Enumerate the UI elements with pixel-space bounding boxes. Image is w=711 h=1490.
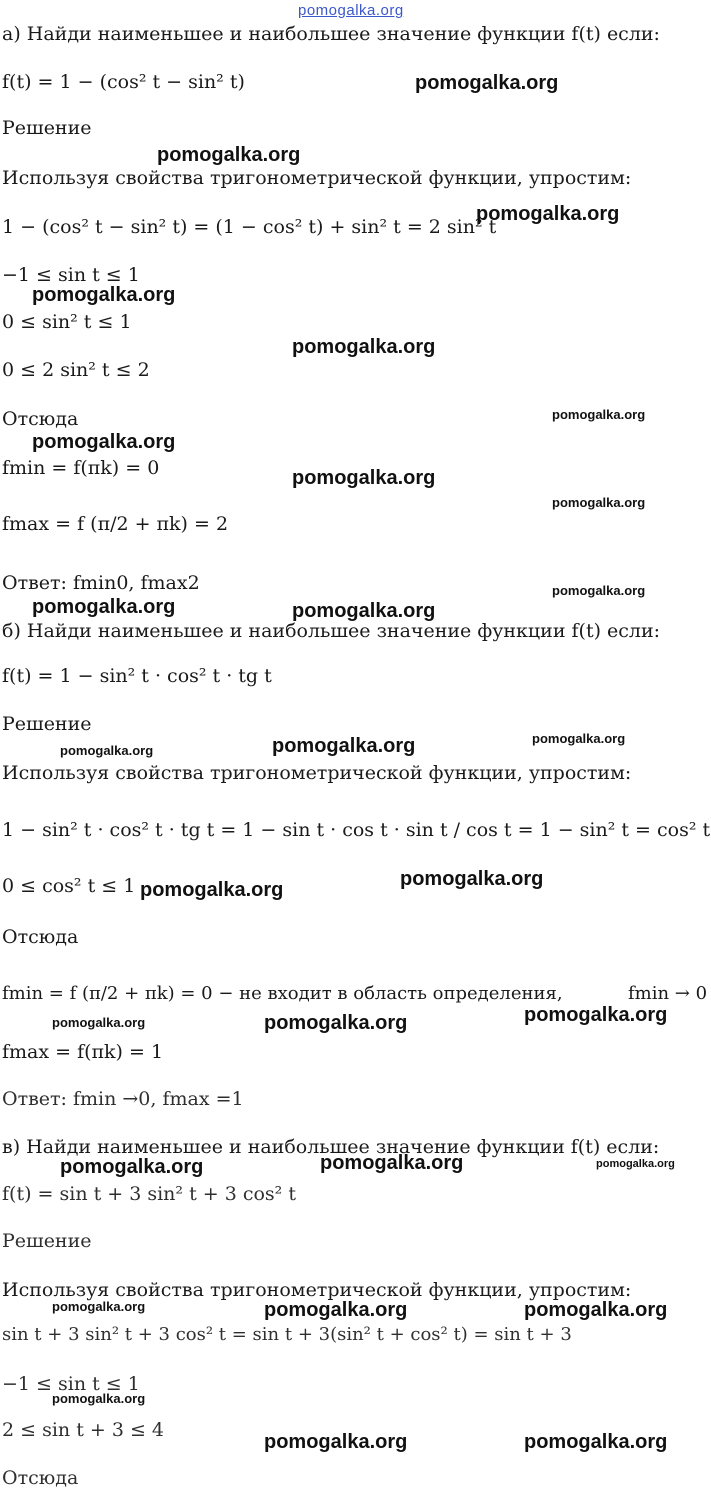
watermark: pomogalka.org — [32, 431, 176, 453]
watermark: pomogalka.org — [400, 868, 544, 890]
watermark: pomogalka.org — [264, 1012, 408, 1034]
watermark: pomogalka.org — [264, 1431, 408, 1453]
task-a-function: f(t) = 1 − (cos² t − sin² t) — [2, 71, 245, 93]
task-b-fmin: fmin = f (π/2 + πk) = 0 − не входит в область определения, — [2, 983, 563, 1004]
task-b-intro: Используя свойства тригонометрической функции, упростим: — [2, 762, 632, 784]
watermark: pomogalka.org — [552, 583, 646, 598]
task-c-heading: в) Найди наименьшее и наибольшее значение функции f(t) если: — [2, 1136, 660, 1158]
task-b-solution-label: Решение — [2, 713, 92, 735]
task-a-solution-label: Решение — [2, 117, 92, 139]
watermark: pomogalka.org — [532, 731, 626, 746]
watermark: pomogalka.org — [320, 1152, 464, 1174]
watermark: pomogalka.org — [272, 735, 416, 757]
task-a-fmax: fmax = f (π/2 + πk) = 2 — [2, 513, 229, 535]
watermark: pomogalka.org — [52, 1391, 146, 1406]
watermark-top: pomogalka.org — [298, 2, 404, 19]
task-c-simplify: sin t + 3 sin² t + 3 cos² t = sin t + 3(sin² t + cos² t) = sin t + 3 — [2, 1324, 572, 1345]
task-a-answer: Ответ: fmin0, fmax2 — [2, 572, 200, 594]
task-b-function: f(t) = 1 − sin² t · cos² t · tg t — [2, 665, 272, 687]
task-a-intro: Используя свойства тригонометрической функции, упростим: — [2, 167, 632, 189]
watermark: pomogalka.org — [264, 1299, 408, 1321]
task-b-fmax: fmax = f(πk) = 1 — [2, 1041, 164, 1063]
task-a-hence: Отсюда — [2, 408, 79, 430]
task-a-ineq-1: −1 ≤ sin t ≤ 1 — [2, 264, 140, 286]
watermark: pomogalka.org — [32, 596, 176, 618]
task-c-intro: Используя свойства тригонометрической функции, упростим: — [2, 1279, 632, 1301]
watermark: pomogalka.org — [140, 879, 284, 901]
watermark: pomogalka.org — [524, 1299, 668, 1321]
task-c-hence: Отсюда — [2, 1467, 79, 1489]
task-a-ineq-2: 0 ≤ sin² t ≤ 1 — [2, 311, 132, 333]
task-b-hence: Отсюда — [2, 926, 79, 948]
watermark: pomogalka.org — [32, 284, 176, 306]
task-b-fmin-limit: fmin → 0 — [628, 983, 708, 1004]
watermark: pomogalka.org — [524, 1004, 668, 1026]
task-b-answer: Ответ: fmin →0, fmax =1 — [2, 1088, 244, 1110]
watermark: pomogalka.org — [292, 600, 436, 622]
watermark: pomogalka.org — [292, 336, 436, 358]
task-a-simplify: 1 − (cos² t − sin² t) = (1 − cos² t) + sin² t = 2 sin² t — [2, 216, 497, 238]
watermark: pomogalka.org — [415, 72, 559, 94]
watermark: pomogalka.org — [596, 1158, 675, 1170]
watermark: pomogalka.org — [552, 407, 646, 422]
watermark: pomogalka.org — [52, 1299, 146, 1314]
watermark: pomogalka.org — [292, 467, 436, 489]
watermark: pomogalka.org — [476, 203, 620, 225]
task-a-fmin: fmin = f(πk) = 0 — [2, 457, 160, 479]
task-c-ineq-2: 2 ≤ sin t + 3 ≤ 4 — [2, 1419, 165, 1441]
task-c-ineq-1: −1 ≤ sin t ≤ 1 — [2, 1373, 140, 1395]
watermark: pomogalka.org — [60, 743, 154, 758]
task-b-heading: б) Найди наименьшее и наибольшее значение функции f(t) если: — [2, 620, 661, 642]
task-a-ineq-3: 0 ≤ 2 sin² t ≤ 2 — [2, 359, 150, 381]
task-a-heading: а) Найди наименьшее и наибольшее значение функции f(t) если: — [2, 23, 660, 45]
watermark: pomogalka.org — [60, 1156, 204, 1178]
watermark: pomogalka.org — [552, 495, 646, 510]
task-b-simplify: 1 − sin² t · cos² t · tg t = 1 − sin t · cos t · sin t / cos t = 1 − sin² t = cos² t — [2, 819, 711, 841]
watermark: pomogalka.org — [524, 1431, 668, 1453]
watermark: pomogalka.org — [157, 144, 301, 166]
task-b-ineq: 0 ≤ cos² t ≤ 1 — [2, 875, 136, 897]
task-c-function: f(t) = sin t + 3 sin² t + 3 cos² t — [2, 1183, 296, 1205]
task-c-solution-label: Решение — [2, 1230, 92, 1252]
watermark: pomogalka.org — [52, 1015, 146, 1030]
